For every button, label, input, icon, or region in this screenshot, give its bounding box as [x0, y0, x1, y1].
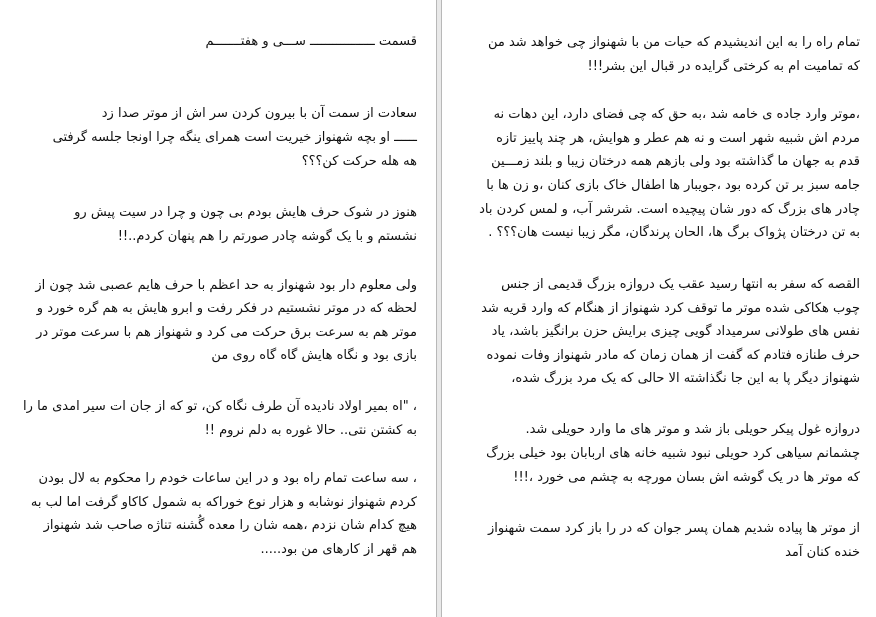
text-line: بازی بود و نگاه هایش گاه گاه روی من [211, 348, 417, 363]
text-line: موتر هم به سرعت برق حرکت می کرد و شهنواز هم با سرعت موتر در [36, 325, 417, 340]
text-line: جامه سبز بر تن کرده بود ،جویبار ها اطفال خاک بازی کنان ،و زن ها با [486, 178, 860, 193]
text-line: نفس های طولانی سرمیداد گویی چیزی برایش حزن برانگیز باشد، یاد [491, 324, 860, 339]
text-line: لحظه که در موتر نشستیم در فکر رفت و ابرو هایش به هم گره خورد و [36, 301, 417, 316]
text-line: شهنواز دیگر پا به این جا نگذاشته الا حالی که یک مرد بزرگ شده، [511, 371, 860, 386]
text-line: ، سه ساعت تمام راه بود و در این ساعات خودم را محکوم به لال بودن [38, 471, 417, 486]
right-page [441, 0, 876, 617]
text-line: که موتر ها در یک گوشه اش بسان مورچه به چشم می خورد ،!!! [513, 470, 860, 485]
text-line: هه هله حرکت کن؟؟؟ [301, 154, 417, 169]
text-line: به تن درختان پژواک برگ ها، الحان پرندگان، مگر زیبا نیست هان؟؟؟ . [488, 225, 860, 240]
text-line: هم قهر از کارهای من بود..... [260, 542, 417, 557]
text-line: القصه که سفر به انتها رسید عقب یک دروازه بزرگ قدیمی از جنس [501, 277, 860, 292]
text-line: ــــــ او بچه شهنواز خیریت است همرای ینگه چرا اونجا جلسه گرفتی [52, 130, 417, 145]
text-line: کردم شهنواز نوشابه و هزار نوع خوراکه به شمول کاکاو گرفت اما لب به [30, 495, 417, 510]
text-line: ولی معلوم دار بود شهنواز به حد اعظم با حرف هایم عصبی شد چون از [35, 278, 417, 293]
text-line: تمام راه را به این اندیشیدم که حیات من با شهنواز چی خواهد شد من [487, 35, 860, 50]
text-line: هیچ کدام شان نزدم ،همه شان را معده گُشنه تناژه صاحب شد شهنواز [43, 518, 417, 533]
text-line: نشستم و با یک گوشه چادر صورتم را هم پنهان کردم..!! [117, 229, 417, 244]
chapter-heading: قسمت ـــــــــــــــــ ســـی و هفتـــــــم [205, 34, 417, 49]
text-line: چوب هکاکی شده موتر ما توقف کرد شهنواز از هنگام که وارد قریه شد [481, 301, 860, 316]
text-line: سعادت از سمت آن با بیرون کردن سر اش از موتر صدا زد [101, 106, 417, 121]
text-line: از موتر ها پیاده شدیم همان پسر جوان که در را باز کرد سمت شهنواز [487, 521, 860, 536]
text-line: قدم به جهان ما گذاشته بود ولی بازهم همه درختان زیبا و بلند زمـــین [491, 154, 860, 169]
text-line: مردم اش شبیه شهر است و نه هم عطر و هوایش، هر چند پاییز تازه [496, 131, 860, 146]
text-line: دروازه غول پیکر حویلی باز شد و موتر های ما وارد حویلی شد. [525, 422, 860, 437]
text-line: حرف طنازه فتادم که گفت از همان زمان که مادر شهنواز وفات نموده [486, 348, 860, 363]
text-line: خنده کنان آمد [785, 545, 860, 560]
text-line: چشمانم سیاهی کرد حویلی نبود شبیه خانه های اربابان بود خیلی بزرگ [486, 446, 860, 461]
text-line: ،موتر وارد جاده ی خامه شد ،به حق که چی فضای دارد، این دهات نه [493, 107, 860, 122]
text-line: به کشتن نتی.. حالا غوره به دلم نروم !! [204, 423, 417, 438]
text-line: ، "اه بمیر اولاد نادیده آن طرف نگاه کن، تو که از جان ات سیر امدی ما را [23, 399, 417, 414]
left-page [0, 0, 437, 617]
text-line: چادر های بزرگ که دور شان پیچیده است. شرشر آب، و لمس کردن باد [479, 202, 860, 217]
text-line: که تمامیت ام به کرختی گرایده در قبال این بشر!!! [587, 59, 860, 74]
text-line: هنوز در شوک حرف هایش بودم بی چون و چرا در سیت پیش رو [74, 205, 417, 220]
